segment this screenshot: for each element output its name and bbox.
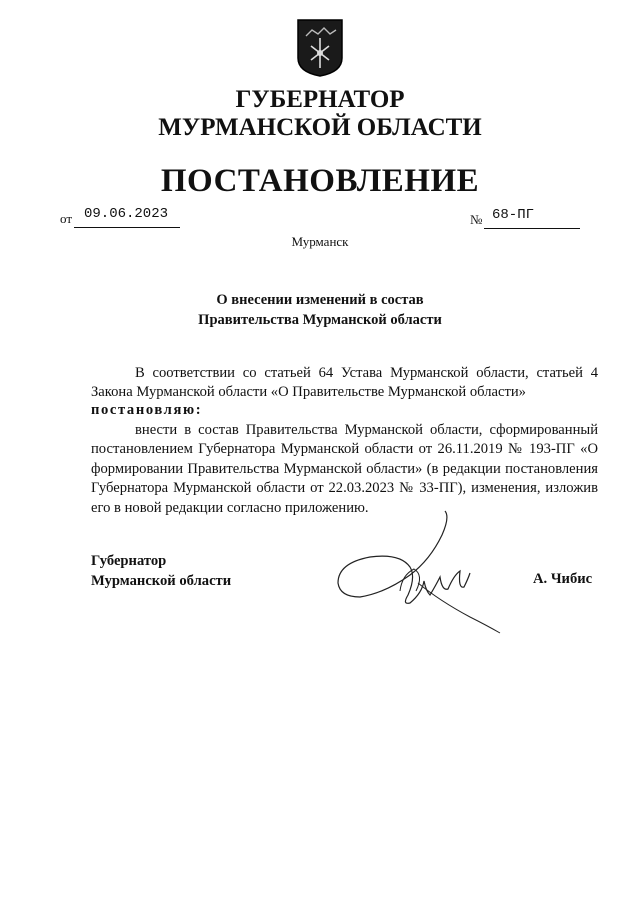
issuer-line-1: ГУБЕРНАТОР	[235, 86, 405, 113]
issuer-line-2: МУРМАНСКОЙ ОБЛАСТИ	[158, 114, 482, 141]
document-number: 68-ПГ	[492, 207, 535, 223]
document-date: 09.06.2023	[84, 206, 169, 222]
coat-of-arms-icon	[296, 18, 344, 78]
number-prefix: №	[470, 212, 483, 227]
body-paragraph-2: внести в состав Правительства Мурманской области, сформированный постановлением Губернатора Мурманской области от 26.11.2019 № 193-ПГ «О формировании Правительства Мурманской области» (в редакции постановления Губернатора Мурманской области от 22.03.2023 № 33-ПГ), изменения, изложив его в новой редакции согласно приложению.	[91, 422, 598, 516]
date-prefix: от	[60, 211, 73, 226]
signatory-title-line-1: Губернатор	[91, 553, 167, 569]
signature-icon	[330, 505, 510, 645]
subject-line-1: О внесении изменений в состав	[216, 292, 424, 308]
decree-word: постановляю:	[91, 402, 203, 418]
subject-line-2: Правительства Мурманской области	[198, 312, 442, 328]
body-paragraph-1: В соответствии со статьей 64 Устава Мурманской области, статьей 4 Закона Мурманской области «О Правительстве Мурманской области»	[91, 365, 598, 401]
document-type-title: ПОСТАНОВЛЕНИЕ	[160, 163, 480, 199]
signatory-name: А. Чибис	[533, 571, 593, 587]
signatory-title-line-2: Мурманской области	[91, 573, 232, 589]
city: Мурманск	[291, 234, 349, 249]
